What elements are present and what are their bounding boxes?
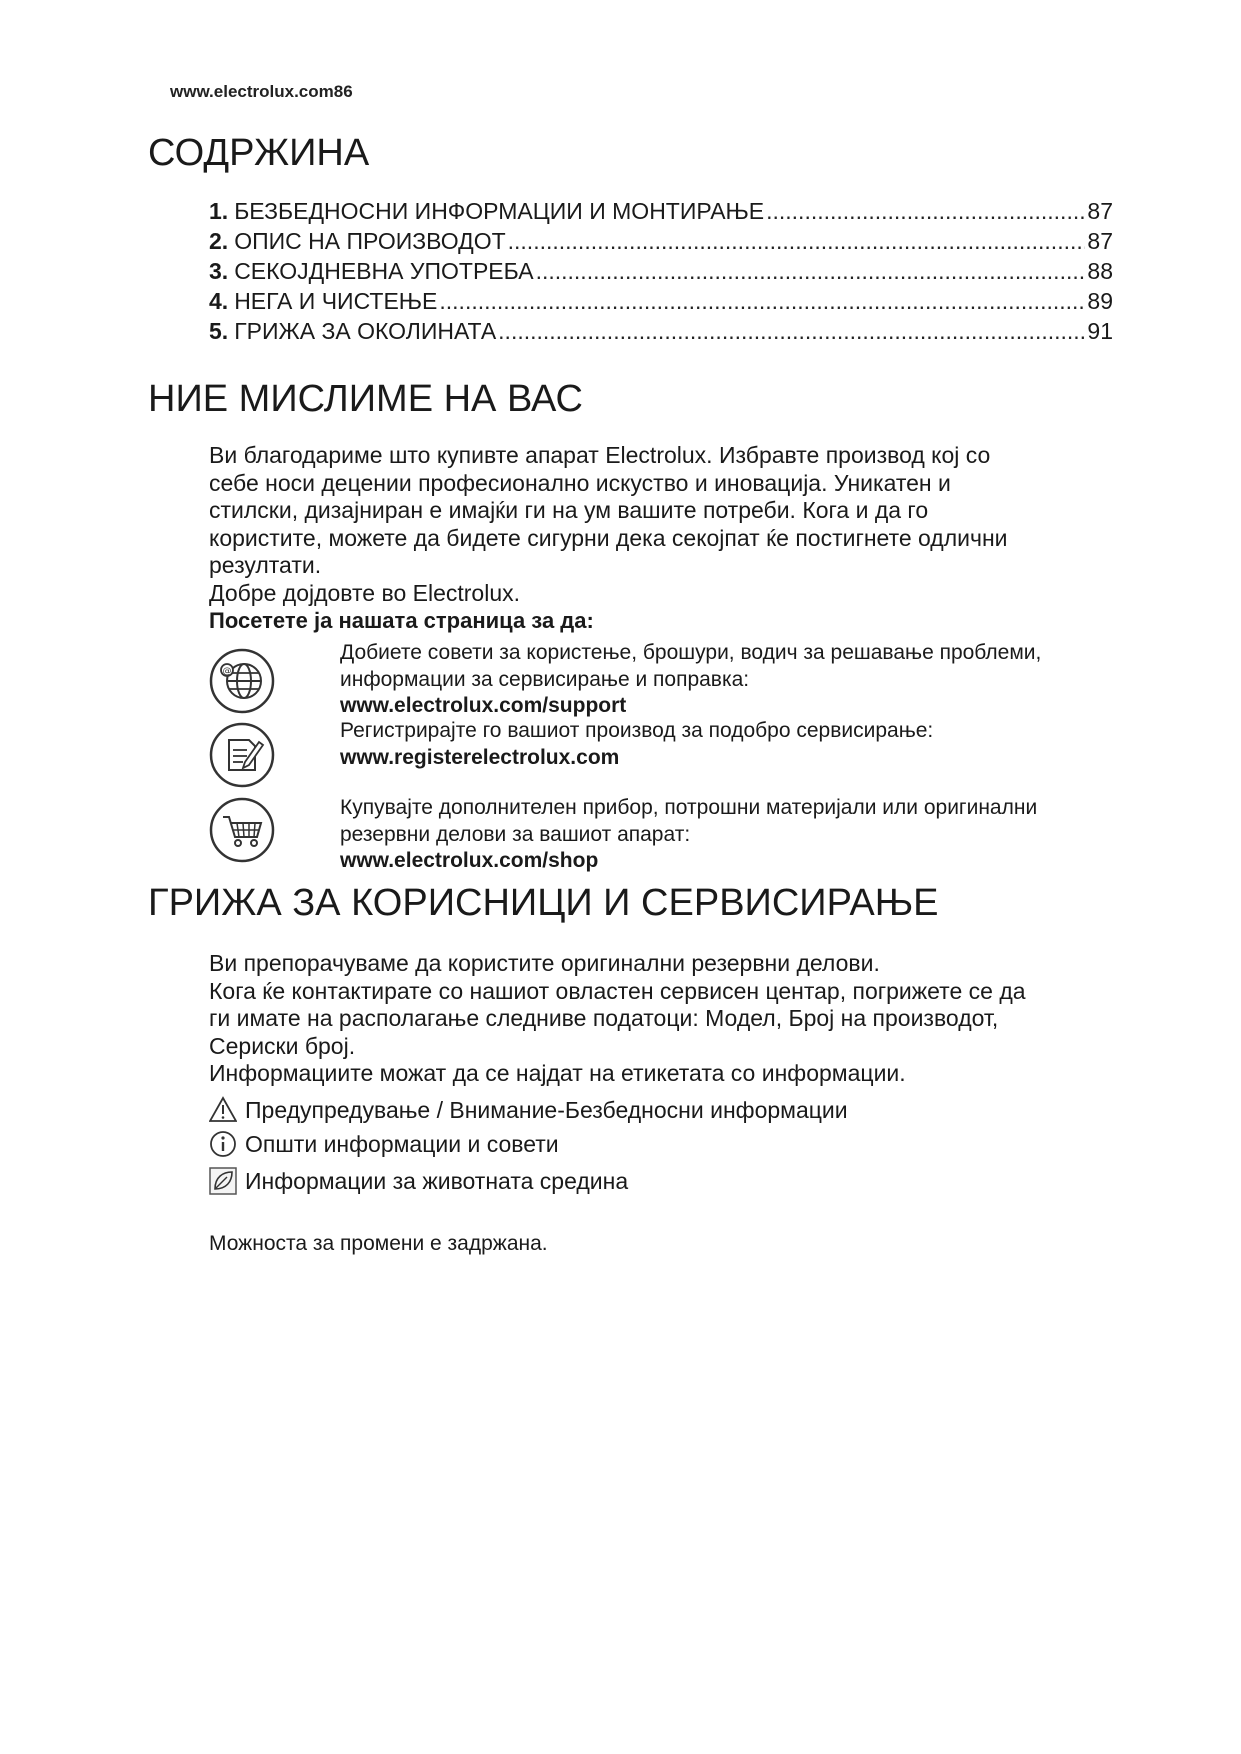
paragraph-line: себе носи децении професионално искуство и иновација. Уникатен и (209, 469, 951, 496)
paragraph-line: стилски, дизајниран е имајќи ги на ум вашите потреби. Кога и да го (209, 497, 929, 523)
toc-leader-dots (536, 258, 1086, 285)
toc-item-page: 89 (1087, 288, 1113, 314)
toc-item-page: 87 (1087, 228, 1113, 254)
support-url-link[interactable]: www.electrolux.com/support (340, 694, 627, 717)
register-url-link[interactable]: www.registerelectrolux.com (340, 745, 620, 769)
toc-item[interactable] (209, 258, 1113, 288)
toc-item[interactable] (209, 288, 1113, 318)
toc-item-label: СЕКОЈДНЕВНА УПОТРЕБА (234, 258, 534, 284)
visit-label: Посетете ја нашата страница за да: (209, 608, 594, 633)
shop-url-link[interactable]: www.electrolux.com/shop (340, 849, 599, 872)
toc-item-label: ОПИС НА ПРОИЗВОДОТ (234, 228, 506, 254)
toc-item-label: НЕГА И ЧИСТЕЊЕ (234, 288, 438, 314)
paragraph-line: Сериски број. (209, 1032, 356, 1059)
legend-item-warning (209, 1096, 848, 1124)
shopping-cart-icon (209, 797, 275, 863)
toc-item[interactable] (209, 198, 1113, 228)
leaf-icon (209, 1167, 237, 1195)
svg-text:@: @ (222, 666, 232, 677)
toc-item-page: 91 (1087, 318, 1113, 344)
service-title: ГРИЖА ЗА КОРИСНИЦИ И СЕРВИСИРАЊЕ (148, 882, 939, 924)
service-paragraph (209, 950, 1109, 1088)
toc-item-number: 5. (209, 318, 229, 344)
info-icon (209, 1130, 237, 1158)
toc-leader-dots (508, 228, 1086, 255)
legend-text: Информации за животната средина (245, 1167, 629, 1194)
toc-leader-dots (498, 318, 1085, 345)
register-document-icon (209, 722, 275, 788)
paragraph-line: Кога ќе контактирате со нашиот овластен сервисен центар, погрижете се да (209, 977, 1026, 1004)
paragraph-line: Информациите можат да се најдат на етикетата со информации. (209, 1060, 906, 1086)
legend-text: Предупредување / Внимание-Безбедносни информации (245, 1096, 848, 1123)
toc-item-label: БЕЗБЕДНОСНИ ИНФОРМАЦИИ И МОНТИРАЊЕ (234, 198, 765, 224)
paragraph-line: Ви благодариме што купивте апарат Electrolux. Избравте производ кој со (209, 442, 991, 468)
thinking-paragraph (209, 442, 1109, 635)
toc-item-label: ГРИЖА ЗА ОКОЛИНАТА (234, 318, 497, 344)
legend-item-info (209, 1130, 559, 1158)
header-url: www.electrolux.com86 (170, 82, 353, 101)
paragraph-line: резултати. (209, 552, 322, 578)
shop-link-text (340, 795, 1120, 875)
toc-item-number: 2. (209, 228, 229, 254)
support-description: Добиете совети за користење, брошури, водич за решавање проблеми, информации за сервисирање и поправка: (340, 641, 1042, 691)
paragraph-line: Ви препорачуваме да користите оригинални резервни делови. (209, 950, 880, 976)
legend-text: Општи информации и совети (245, 1130, 559, 1157)
warning-icon (209, 1096, 237, 1124)
globe-icon (209, 648, 275, 714)
toc-item-number: 1. (209, 198, 229, 224)
toc-item-page: 87 (1087, 198, 1113, 224)
table-of-contents (209, 198, 1113, 348)
toc-leader-dots (766, 198, 1085, 225)
toc-item-number: 3. (209, 258, 229, 284)
legend-item-environment (209, 1167, 628, 1195)
register-link-text (340, 718, 1120, 771)
shop-description: Купувајте дополнителен прибор, потрошни материјали или оригинални резервни делови за вашиот апарат: (340, 796, 1038, 846)
register-description: Регистрирајте го вашиот производ за подобро сервисирање: (340, 719, 934, 742)
toc-item-number: 4. (209, 288, 229, 314)
paragraph-line: ги имате на располагање следниве податоци: Модел, Број на производот, (209, 1005, 999, 1031)
paragraph-line: користите, можете да бидете сигурни дека секојпат ќе постигнете одлични (209, 524, 1008, 551)
change-notice: Можноста за промени е задржана. (209, 1232, 548, 1255)
support-link-text (340, 640, 1120, 720)
toc-leader-dots (439, 288, 1085, 315)
toc-item-page: 88 (1087, 258, 1113, 284)
toc-item[interactable] (209, 318, 1113, 348)
contents-title: СОДРЖИНА (148, 132, 370, 174)
toc-item[interactable] (209, 228, 1113, 258)
paragraph-line: Добре дојдовте во Electrolux. (209, 579, 520, 606)
thinking-title: НИЕ МИСЛИМЕ НА ВАС (148, 378, 583, 420)
